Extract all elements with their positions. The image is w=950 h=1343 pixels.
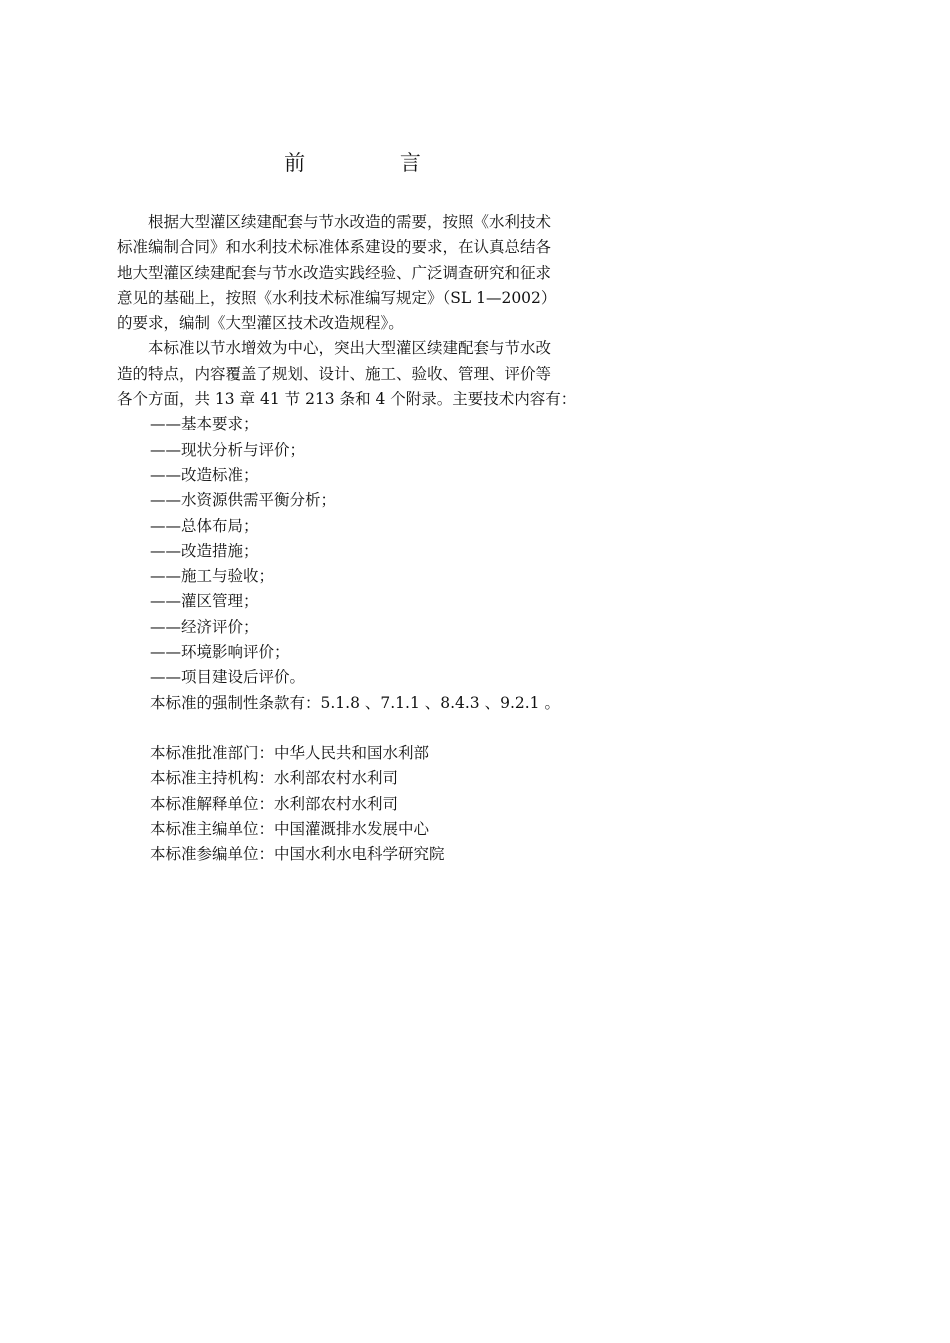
meta-value: 水利部农村水利司 — [274, 794, 399, 813]
organization-list — [117, 741, 592, 867]
paragraph-line: 造的特点，内容覆盖了规划、设计、施工、验收、管理、评价等 — [117, 364, 552, 383]
mandatory-clauses: 本标准的强制性条款有：5.1.8 、7.1.1 、8.4.3 、9.2.1 。 — [150, 693, 560, 712]
section-spacer — [117, 716, 592, 741]
meta-value: 中国灌溉排水发展中心 — [274, 819, 430, 838]
paragraph-line: 根据大型灌区续建配套与节水改造的需要，按照《水利技术 — [148, 213, 552, 231]
list-item: ——施工与验收； — [150, 567, 275, 586]
list-item: ——经济评价； — [150, 617, 259, 636]
meta-label: 本标准批准部门： — [150, 743, 275, 762]
meta-row — [117, 817, 592, 842]
paragraph-line: 的要求，编制《大型灌区技术改造规程》。 — [117, 314, 404, 333]
paragraph-line: 本标准以节水增效为中心，突出大型灌区续建配套与节水改 — [148, 339, 552, 358]
meta-row — [117, 741, 592, 766]
meta-value: 水利部农村水利司 — [274, 769, 399, 788]
meta-row — [117, 792, 592, 817]
meta-label: 本标准解释单位： — [150, 794, 275, 813]
list-item: ——现状分析与评价； — [150, 440, 306, 459]
meta-row — [117, 766, 592, 791]
paragraph-line: 各个方面，共 13 章 41 节 213 条和 4 个附录。主要技术内容有： — [117, 390, 577, 409]
list-item: ——总体布局； — [150, 516, 259, 535]
contents-list — [117, 412, 592, 690]
list-item: ——改造措施； — [150, 541, 259, 560]
list-item: ——项目建设后评价。 — [150, 668, 306, 687]
meta-label: 本标准主持机构： — [150, 769, 275, 788]
paragraph-line: 标准编制合同》和水利技术标准体系建设的要求，在认真总结各 — [117, 238, 552, 257]
meta-label: 本标准主编单位： — [150, 819, 275, 838]
list-item: ——环境影响评价； — [150, 643, 290, 662]
list-item: ——灌区管理； — [150, 592, 259, 611]
list-item: ——基本要求； — [150, 415, 259, 434]
document-body — [117, 210, 592, 867]
paragraph-line: 地大型灌区续建配套与节水改造实践经验、广泛调查研究和征求 — [117, 263, 552, 282]
meta-value: 中华人民共和国水利部 — [274, 743, 430, 762]
scope-paragraph — [117, 336, 592, 412]
meta-row — [117, 842, 592, 867]
paragraph-line: 意见的基础上，按照《水利技术标准编写规定》（SL 1—2002） — [117, 288, 557, 307]
intro-paragraph — [117, 210, 592, 336]
list-item: ——水资源供需平衡分析； — [150, 491, 337, 510]
page-title: 前 言 — [284, 151, 465, 175]
meta-label: 本标准参编单位： — [150, 845, 275, 864]
list-item: ——改造标准； — [150, 465, 259, 484]
meta-value: 中国水利水电科学研究院 — [274, 845, 445, 864]
